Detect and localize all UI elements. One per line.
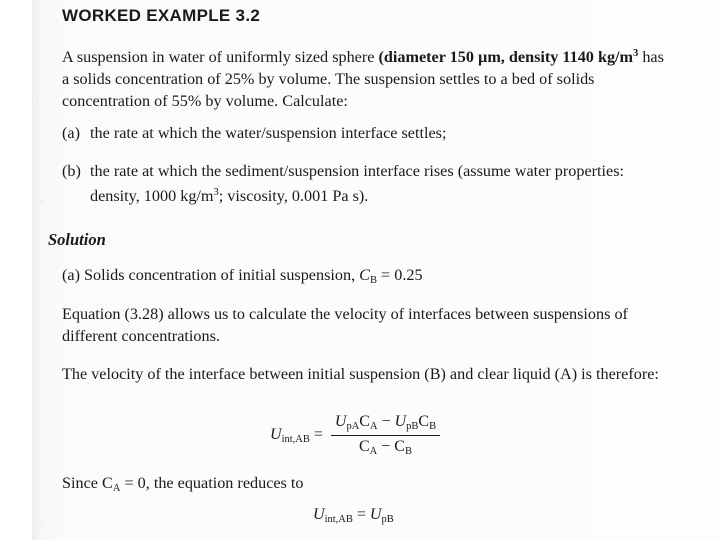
- equation-fraction: [331, 413, 440, 457]
- part-b-text: the rate at which the sediment/suspension interface rises (assume water properties:: [90, 162, 625, 180]
- fraction-denominator: $C_A - C_B$: [359, 438, 412, 457]
- reduction-sentence: Since $C_A = 0$, the equation reduces to: [62, 474, 304, 494]
- equation-reference-paragraph: Equation (3.28) allows us to calculate the velocity of interfaces between suspensions of different concentrations.: [62, 305, 628, 345]
- part-a-text: the rate at which the water/suspension interface settles;: [90, 124, 447, 142]
- part-a-label: (a): [62, 124, 80, 142]
- part-b-label: (b): [62, 162, 81, 180]
- fraction-numerator: $U_{pA}C_A - U_{pB}C_B$: [331, 413, 440, 436]
- scan-smudge: ·: [40, 518, 43, 528]
- problem-statement: A suspension in water of uniformly sized sphere (diameter 150 µm, density 1140 $kg/m^3$ has a solids concentration of 25% by volume. The suspension settles to a bed of solids concentration of 55% by volume. Calculate:: [62, 48, 664, 110]
- solution-heading: Solution: [48, 230, 106, 249]
- question-part-a: [62, 122, 446, 144]
- sphere-properties: (diameter 150 µm, density 1140 $kg/m^3$: [378, 48, 639, 66]
- solution-part-a: (a) Solids concentration of initial suspension, $C_B = 0.25$: [62, 266, 423, 286]
- interface-velocity-equation: [270, 413, 440, 457]
- interface-velocity-paragraph: The velocity of the interface between initial suspension (B) and clear liquid (A) is therefore:: [62, 365, 659, 383]
- reduced-equation: $U_{int,AB} = U_{pB}$: [313, 506, 394, 525]
- scan-smudge: ·: [36, 96, 39, 106]
- question-part-b: [62, 160, 682, 207]
- water-properties: density, 1000 $kg/m^3$; viscosity, 0.001 Pa s).: [90, 187, 369, 205]
- scan-smudge: ·: [40, 196, 43, 206]
- equation-lhs: $U_{int,AB}$ =: [270, 425, 323, 445]
- example-title: WORKED EXAMPLE 3.2: [62, 6, 261, 25]
